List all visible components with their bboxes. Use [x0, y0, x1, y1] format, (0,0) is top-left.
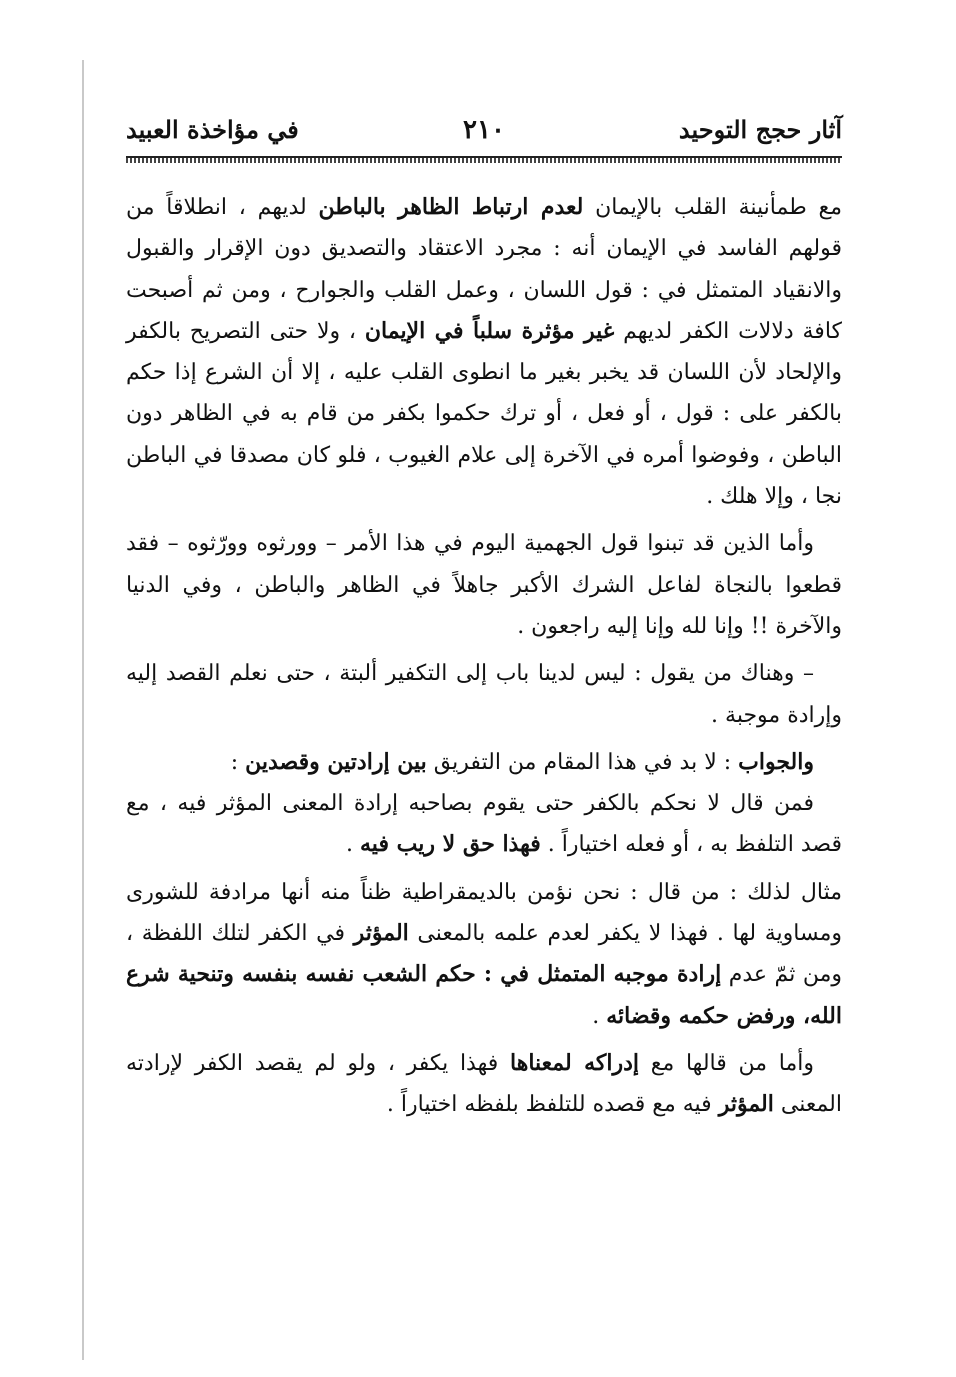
text-run: وأما من قالها مع	[639, 1050, 814, 1076]
text-run: في الكفر لتلك اللفظة ، ومن ثمّ عدم	[126, 921, 842, 988]
paragraph-2: وأما الذين قد تبنوا قول الجهمية اليوم في هذا الأمر – وورثوه وورّثوه – فقد قطعوا بالنجاة لفاعل الشرك الأكبر جاهلاً في الظاهر والباطن ، وفي الدنيا والآخرة !! وإنا لله وإنا إليه راجعون .	[126, 531, 842, 639]
text-run: : لا بد في هذا المقام من التفريق	[426, 749, 739, 775]
text-run: فمن قال لا نحكم بالكفر حتى يقوم بصاحبه إرادة المعنى المؤثر فيه ، مع قصد التلفظ به ، أو فعله اختياراً .	[126, 791, 842, 858]
text-run: فهذا يكفر ، ولو لم يقصد الكفر لإرادته المعنى	[126, 1050, 842, 1118]
book-title: آثار حجج التوحيد	[678, 115, 842, 144]
header-rule	[126, 156, 842, 163]
text-run: فيه مع قصده للتلفظ بلفظه اختياراً .	[386, 1092, 719, 1118]
bold-run: إدراكه لمعناها	[510, 1049, 640, 1076]
bold-run: والجواب	[738, 748, 814, 775]
bold-run: المؤثر	[718, 1091, 774, 1118]
running-header	[126, 110, 842, 150]
book-page	[126, 110, 842, 1126]
bold-run: إرادة موجبه المتمثل في : حكم الشعب نفسه بنفسه وتنحية شرع الله، ورفض حكمه وقضائه	[126, 961, 842, 1029]
text-run: ، ولا حتى التصريح بالكفر والإلحاد لأن اللسان قد يخبر بغير ما انطوى القلب عليه ، إلا أن الشرع إذا حكم بالكفر على : قول ، أو فعل ، أو ترك حكموا بكفر من قام به في الظاهر دون الباطن ، وفوضوا أمره في الآخرة إلى علام الغيوب ، فلو كان مصدقا في الباطن نجا ، وإلا هلك .	[126, 318, 842, 510]
bold-run: بين إرادتين وقصدين	[245, 748, 427, 775]
text-run: .	[592, 1003, 607, 1029]
bold-run: فهذا حق لا ريب فيه	[360, 831, 541, 858]
paragraph-3: – وهناك من يقول : ليس لدينا باب إلى التكفير ألبتة ، حتى نعلم القصد إليه وإرادة موجبة .	[126, 661, 842, 728]
text-run: لديهم ، انطلاقاً من قولهم الفاسد في الإيمان أنه : مجرد الاعتقاد والتصديق دون الإقرار والقبول والانقياد المتمثل في : قول اللسان ، وعمل القلب والجوارح ، ومن ثم أصبحت كافة دلالات الكفر لديهم	[126, 195, 842, 344]
bold-run: لعدم ارتباط الظاهر بالباطن	[318, 194, 584, 220]
paragraph-5	[126, 783, 842, 866]
bold-run: غير مؤثرة سلباً في الإيمان	[364, 317, 615, 344]
text-run: .	[346, 832, 361, 858]
chapter-title: في مؤاخذة العبيد	[126, 115, 299, 144]
text-run: مثال لذلك : من قال : نحن نؤمن بالديمقراطية ظناً منه أنها مرادفة للشورى ومساوية لها . فهذا لا يكفر لعدم علمه بالمعنى	[126, 879, 842, 947]
paragraph-7	[126, 1043, 842, 1126]
page-number: ٢١٠	[463, 115, 505, 145]
page-margin-line	[82, 60, 84, 1360]
paragraph-4	[126, 742, 842, 783]
text-run: :	[230, 749, 246, 775]
bold-run: المؤثر	[353, 920, 409, 947]
paragraph-6	[126, 872, 842, 1037]
text-run: مع طمأنينة القلب بالإيمان	[583, 195, 843, 220]
paragraph-1	[126, 187, 842, 517]
page-body	[126, 187, 842, 1126]
